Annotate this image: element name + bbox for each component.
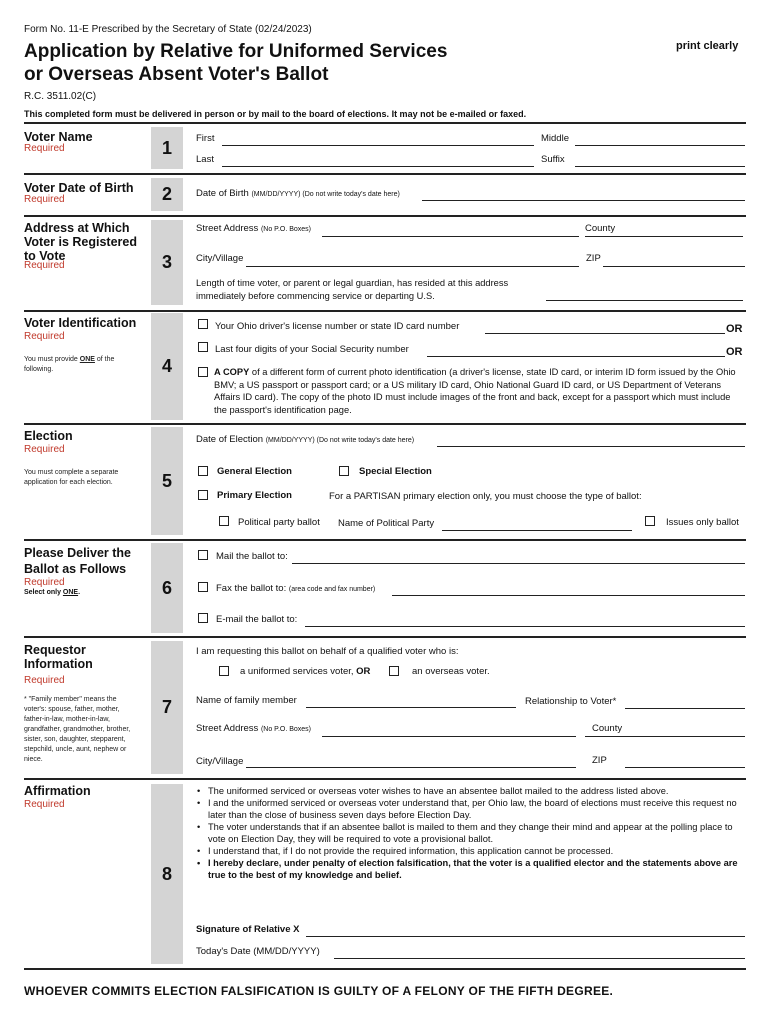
- primary-election-label: Primary Election: [217, 490, 292, 501]
- affirmation-list: [196, 785, 746, 881]
- print-clearly-note: print clearly: [676, 40, 739, 52]
- first-name-label: First: [196, 133, 215, 144]
- email-ballot-field[interactable]: [305, 626, 745, 627]
- residence-length-field[interactable]: [546, 300, 743, 301]
- required-tag: Required: [24, 143, 65, 154]
- section1-label: Voter Name: [24, 130, 93, 144]
- family-member-name-field[interactable]: [306, 707, 516, 708]
- residence-length-label: Length of time voter, or parent or legal guardian, has resided at this address immediately before commencing service or departing U.S.: [196, 278, 509, 301]
- required-tag: Required: [24, 194, 65, 205]
- general-election-label: General Election: [217, 466, 292, 477]
- requestor-county-label: County: [592, 723, 623, 734]
- uniformed-voter-label: a uniformed services voter, OR: [240, 666, 371, 677]
- ssn-checkbox[interactable]: [198, 342, 208, 352]
- section5-label: Election: [24, 429, 73, 443]
- relationship-field[interactable]: [625, 708, 745, 709]
- zip-field[interactable]: [603, 266, 745, 267]
- photo-id-copy-checkbox[interactable]: [198, 367, 208, 377]
- drivers-license-label: Your Ohio driver's license number or state ID card number: [215, 321, 460, 332]
- requestor-zip-field[interactable]: [625, 767, 745, 768]
- relationship-label: Relationship to Voter*: [525, 696, 617, 707]
- section6-label: Please Deliver the Ballot as Follows: [24, 546, 132, 576]
- requestor-street-field[interactable]: [322, 736, 576, 737]
- requestor-street-label: Street Address (No P.O. Boxes): [196, 723, 312, 734]
- uniformed-voter-checkbox[interactable]: [219, 666, 229, 676]
- zip-label: ZIP: [586, 253, 601, 264]
- election-date-label: Date of Election (MM/DD/YYYY) (Do not write today's date here): [196, 434, 415, 445]
- requesting-label: I am requesting this ballot on behalf of a qualified voter who is:: [196, 646, 459, 657]
- last-name-field[interactable]: [222, 166, 534, 167]
- form-title-line1: Application by Relative for Uniformed Services: [24, 41, 448, 62]
- section4-number: 4: [151, 313, 183, 420]
- required-tag: Required: [24, 444, 65, 455]
- election-note: You must complete a separate application for each election.: [24, 469, 119, 486]
- or-label: OR: [726, 346, 743, 358]
- section3-number: 3: [151, 220, 183, 305]
- photo-id-copy-label: A COPY of a different form of current photo identification (a driver's license, state ID card, or interim ID form issued by the Ohio BMV; a US passport or passport card; or a US military ID card, Ohio National Guard ID card, or US Department of Veterans Affairs ID card). The copy of the photo ID must include images of the front and back, except for a passport which must include the passport's identification page.: [214, 367, 736, 415]
- required-tag: Required: [24, 260, 65, 271]
- affirmation-item: • I understand that, if I do not provide the required information, this application cannot be processed.: [196, 845, 746, 857]
- first-name-field[interactable]: [222, 145, 534, 146]
- signature-field[interactable]: [306, 936, 745, 937]
- divider: [24, 539, 746, 541]
- street-address-label: Street Address (No P.O. Boxes): [196, 223, 312, 234]
- street-address-field[interactable]: [322, 236, 579, 237]
- city-field[interactable]: [246, 266, 579, 267]
- required-tag: Required: [24, 331, 65, 342]
- form-number: Form No. 11-E Prescribed by the Secretary of State (02/24/2023): [24, 24, 312, 35]
- fax-ballot-field[interactable]: [392, 595, 745, 596]
- statute-reference: R.C. 3511.02(C): [24, 91, 97, 102]
- county-label: County: [585, 223, 616, 234]
- requestor-city-field[interactable]: [246, 767, 576, 768]
- required-tag: Required: [24, 675, 65, 686]
- middle-name-label: Middle: [541, 133, 569, 144]
- declaration-item: • I hereby declare, under penalty of election falsification, that the voter is a qualified elector and the statements above are true to the best of my knowledge and belief.: [196, 857, 746, 881]
- drivers-license-checkbox[interactable]: [198, 319, 208, 329]
- select-one-note: Select only ONE.: [24, 589, 81, 596]
- or-label: OR: [726, 323, 743, 335]
- section3-label: Address at Which Voter is Registered to Vote: [24, 221, 138, 263]
- middle-name-field[interactable]: [575, 145, 745, 146]
- dob-field[interactable]: [422, 200, 745, 201]
- general-election-checkbox[interactable]: [198, 466, 208, 476]
- mail-ballot-field[interactable]: [292, 563, 745, 564]
- fax-ballot-label: Fax the ballot to: (area code and fax number): [216, 583, 376, 594]
- special-election-checkbox[interactable]: [339, 466, 349, 476]
- section2-number: 2: [151, 178, 183, 211]
- suffix-label: Suffix: [541, 154, 565, 165]
- section8-label: Affirmation: [24, 784, 91, 798]
- election-date-field[interactable]: [437, 446, 745, 447]
- required-tag: Required: [24, 577, 65, 588]
- party-ballot-label: Political party ballot: [238, 517, 320, 528]
- affirmation-item: • I and the uniformed serviced or overseas voter understand that, per Ohio law, the board of elections must receive this request no later than the close of business seven days before Election Day.: [196, 797, 746, 821]
- divider: [24, 968, 746, 970]
- family-member-name-label: Name of family member: [196, 695, 297, 706]
- section6-number: 6: [151, 543, 183, 633]
- party-name-label: Name of Political Party: [338, 518, 435, 529]
- partisan-note: For a PARTISAN primary election only, you must choose the type of ballot:: [329, 491, 642, 502]
- required-tag: Required: [24, 799, 65, 810]
- ssn-field[interactable]: [427, 356, 725, 357]
- email-ballot-checkbox[interactable]: [198, 613, 208, 623]
- divider: [24, 310, 746, 312]
- fax-ballot-checkbox[interactable]: [198, 582, 208, 592]
- section2-label: Voter Date of Birth: [24, 181, 134, 195]
- issues-only-label: Issues only ballot: [666, 517, 739, 528]
- overseas-voter-label: an overseas voter.: [412, 666, 490, 677]
- city-label: City/Village: [196, 253, 244, 264]
- section1-number: 1: [151, 127, 183, 169]
- affirmation-item: • The uniformed serviced or overseas voter wishes to have an absentee ballot mailed to the address listed above.: [196, 785, 746, 797]
- divider: [24, 778, 746, 780]
- requestor-county-field[interactable]: [585, 736, 745, 737]
- issues-only-checkbox[interactable]: [645, 516, 655, 526]
- ssn-label: Last four digits of your Social Security number: [215, 344, 409, 355]
- delivery-instruction: This completed form must be delivered in person or by mail to the board of elections. It may not be e-mailed or faxed.: [24, 109, 527, 119]
- drivers-license-field[interactable]: [485, 333, 725, 334]
- mail-ballot-label: Mail the ballot to:: [216, 551, 288, 562]
- form-title-line2: or Overseas Absent Voter's Ballot: [24, 64, 329, 85]
- last-name-label: Last: [196, 154, 214, 165]
- party-name-field[interactable]: [442, 530, 632, 531]
- family-member-note: * "Family member" means the voter's: spouse, father, mother, father-in-law, mother-in-law, grandfather, grandmother, brother, sister, son, daughter, stepparent, stepchild, uncle, aunt, nephew or niece.: [24, 696, 131, 763]
- divider: [24, 173, 746, 175]
- section5-number: 5: [151, 427, 183, 535]
- todays-date-field[interactable]: [334, 958, 745, 959]
- section4-label: Voter Identification: [24, 316, 137, 330]
- requestor-city-label: City/Village: [196, 756, 244, 767]
- suffix-field[interactable]: [575, 166, 745, 167]
- county-field[interactable]: [585, 236, 743, 237]
- dob-label: Date of Birth (MM/DD/YYYY) (Do not write today's date here): [196, 188, 400, 199]
- divider: [24, 122, 746, 124]
- special-election-label: Special Election: [359, 466, 432, 477]
- divider: [24, 636, 746, 638]
- primary-election-checkbox[interactable]: [198, 490, 208, 500]
- divider: [24, 215, 746, 217]
- section8-number: 8: [151, 784, 183, 964]
- email-ballot-label: E-mail the ballot to:: [216, 614, 298, 625]
- felony-warning: WHOEVER COMMITS ELECTION FALSIFICATION IS GUILTY OF A FELONY OF THE FIFTH DEGREE.: [24, 984, 614, 998]
- affirmation-item: • The voter understands that if an absentee ballot is mailed to them and they change their mind and appear at the polling place to vote on Election Day, they will be required to vote a provisional ballot.: [196, 821, 746, 845]
- id-requirement-note: You must provide ONE of the following.: [24, 356, 115, 373]
- signature-label: Signature of Relative X: [196, 924, 300, 935]
- section7-number: 7: [151, 641, 183, 774]
- party-ballot-checkbox[interactable]: [219, 516, 229, 526]
- overseas-voter-checkbox[interactable]: [389, 666, 399, 676]
- todays-date-label: Today's Date (MM/DD/YYYY): [196, 946, 320, 957]
- section7-label: Requestor Information: [24, 643, 93, 671]
- divider: [24, 423, 746, 425]
- mail-ballot-checkbox[interactable]: [198, 550, 208, 560]
- requestor-zip-label: ZIP: [592, 755, 607, 766]
